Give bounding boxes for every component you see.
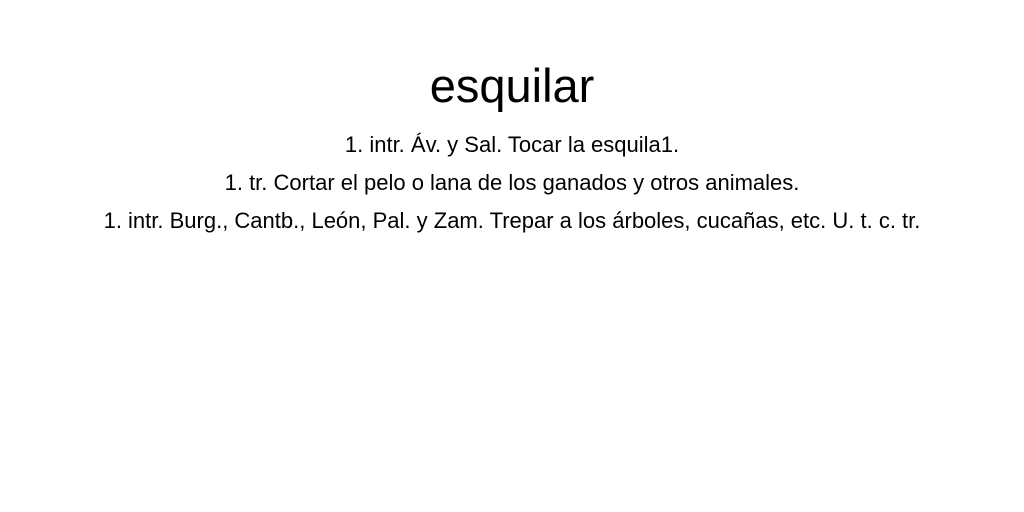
definition-1: 1. intr. Áv. y Sal. Tocar la esquila1. [344, 132, 680, 157]
definition-3: 1. intr. Burg., Cantb., León, Pal. y Zam. Trepar a los árboles, cucañas, etc. U. t. c. tr. [103, 208, 921, 233]
definition-list [72, 126, 952, 240]
headword: esquilar [429, 59, 595, 112]
definition-2: 1. tr. Cortar el pelo o lana de los ganados y otros animales. [224, 170, 800, 195]
